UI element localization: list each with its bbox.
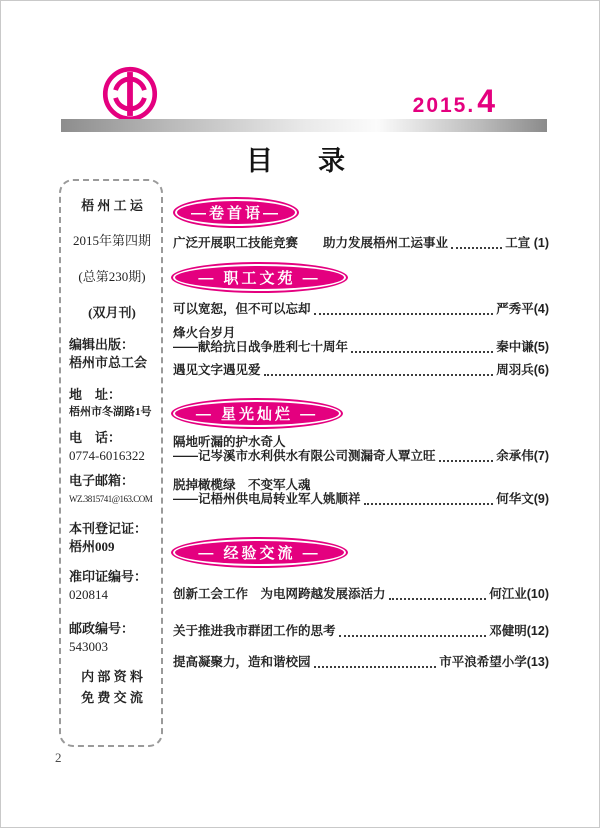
- dot-leader: [451, 247, 502, 249]
- trade-union-logo-icon: [102, 66, 158, 122]
- publisher: 梧州市总工会: [69, 355, 148, 370]
- note-line2: 免 费 交 流: [81, 690, 143, 705]
- journal-info-box: [59, 179, 163, 747]
- page-number: 2: [55, 750, 62, 765]
- section-header-label: — 星光灿烂 —: [175, 402, 339, 425]
- entry-title: 烽火台岁月: [173, 326, 236, 340]
- postcode-label: 邮政编号：: [69, 621, 135, 636]
- note-line1: 内 部 资 料: [81, 669, 143, 684]
- entry-subtitle: ——记岑溪市水利供水有限公司测漏奇人覃立旺: [173, 449, 436, 463]
- entry-title: 关于推进我市群团工作的思考: [173, 624, 336, 638]
- toc-entry: [173, 236, 549, 252]
- permit: 020814: [69, 587, 108, 602]
- entry-credit: 工宣 (1): [505, 236, 549, 250]
- toc-entry: [173, 449, 549, 465]
- toc-entry: [173, 492, 549, 508]
- address: 梧州市冬湖路1号: [69, 406, 152, 418]
- publisher-label: 编辑出版：: [69, 337, 135, 352]
- address-label: 地 址：: [69, 387, 122, 402]
- license: 梧州009: [69, 539, 115, 554]
- issue-line: 2015年第四期: [72, 233, 151, 248]
- issue-number: [413, 83, 495, 120]
- page-title: 目 录: [246, 146, 354, 176]
- toc-entry: [173, 624, 549, 640]
- section-header-juanshouyu: [173, 197, 299, 228]
- entry-title: 脱掉橄榄绿 不变军人魂: [173, 478, 311, 492]
- entry-credit: 余承伟(7): [496, 449, 549, 463]
- entry-title: 可以宽恕，但不可以忘却: [173, 302, 311, 316]
- dot-leader: [264, 374, 494, 376]
- dot-leader: [364, 503, 494, 505]
- entry-credit: 何华文(9): [496, 492, 549, 506]
- section-header-label: — 职工文苑 —: [175, 266, 344, 289]
- issue-year: 2015.: [412, 94, 476, 117]
- email-label: 电子邮箱：: [69, 473, 135, 488]
- entry-credit: 何江业(10): [489, 587, 549, 601]
- license-label: 本刊登记证：: [69, 521, 148, 536]
- toc-entry: [173, 655, 549, 671]
- entry-title: 广泛开展职工技能竞赛 助力发展梧州工运事业: [173, 236, 449, 250]
- entry-credit: 秦中谦(5): [496, 340, 549, 354]
- dot-leader: [439, 460, 494, 462]
- toc-entry: [173, 340, 549, 356]
- dot-leader: [314, 313, 494, 315]
- entry-subtitle: ——记梧州供电局转业军人姚顺祥: [173, 492, 361, 506]
- entry-credit: 周羽兵(6): [496, 363, 549, 377]
- postcode: 543003: [69, 639, 108, 654]
- phone-label: 电 话：: [69, 430, 122, 445]
- issue-no: 4: [477, 83, 495, 119]
- permit-label: 准印证编号：: [69, 569, 148, 584]
- entry-title: 创新工会工作 为电网跨越发展添活力: [173, 587, 386, 601]
- phone: 0774-6016322: [69, 448, 145, 463]
- section-header-xingguangcanlan: [171, 398, 343, 429]
- toc-entry: [173, 587, 549, 603]
- section-header-zhigongwenyuan: [171, 262, 348, 293]
- entry-title: 提高凝聚力，造和谐校园: [173, 655, 311, 669]
- dot-leader: [389, 598, 487, 600]
- entry-title: 隔地听漏的护水奇人: [173, 435, 286, 449]
- toc-entry: [173, 302, 549, 318]
- gradient-divider-bar: [61, 119, 547, 132]
- toc-entry: [173, 363, 549, 379]
- entry-credit: 邓健明(12): [489, 624, 549, 638]
- total-issue: (总第230期): [78, 269, 146, 284]
- dot-leader: [339, 635, 487, 637]
- dot-leader: [351, 351, 493, 353]
- journal-name: 梧 州 工 运: [81, 198, 143, 213]
- email: WZ.3815741@163.COM: [69, 494, 153, 504]
- toc-content: [171, 191, 549, 711]
- section-header-label: — 经验交流 —: [175, 541, 344, 564]
- dot-leader: [314, 666, 437, 668]
- entry-subtitle: ——献给抗日战争胜利七十周年: [173, 340, 349, 354]
- entry-credit: 市平浪希望小学(13): [439, 655, 549, 669]
- entry-title: 遇见文字遇见爱: [173, 363, 261, 377]
- entry-credit: 严秀平(4): [496, 302, 549, 316]
- section-header-jingyanjiaoliu: [171, 537, 348, 568]
- frequency: (双月刊): [88, 305, 136, 320]
- section-header-label: —卷首语—: [177, 201, 295, 224]
